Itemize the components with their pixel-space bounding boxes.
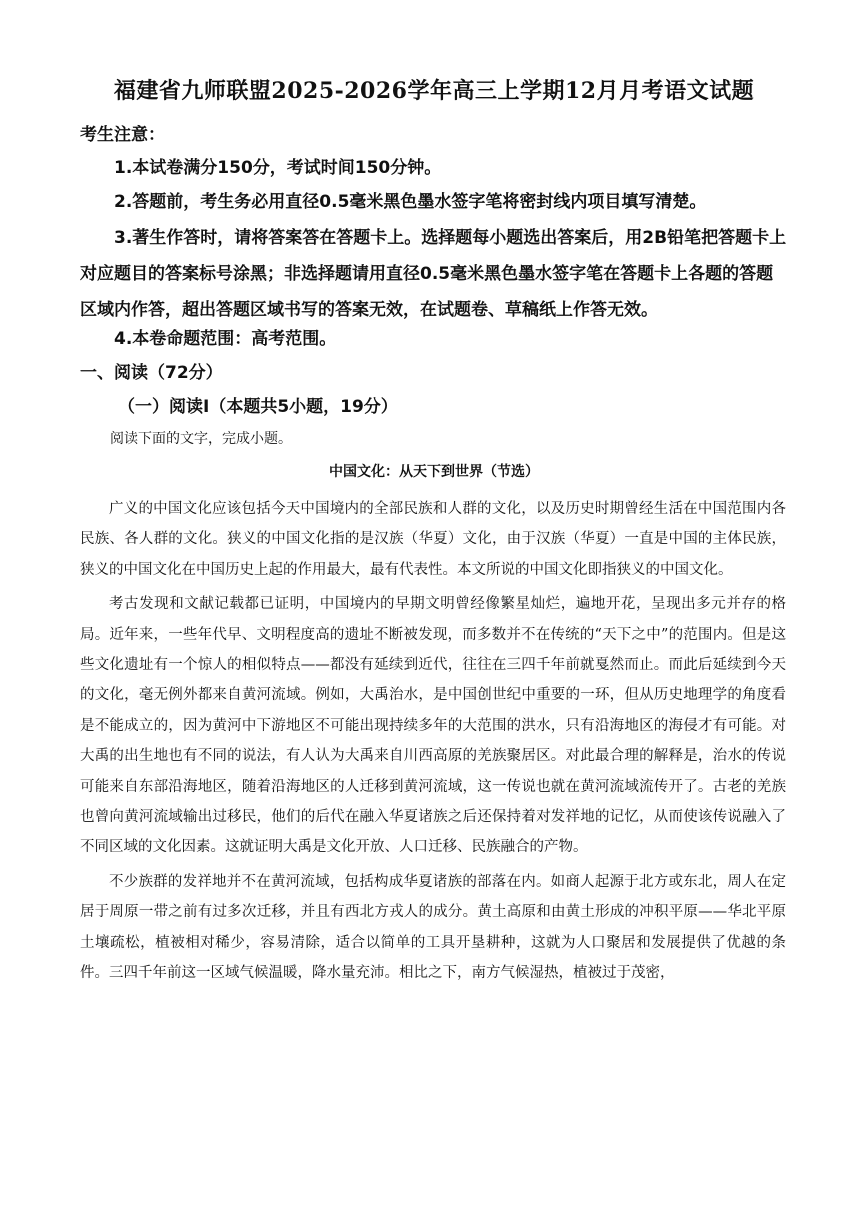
notice-item: 2.答题前，考生务必用直径0.5毫米黑色墨水签字笔将密封线内项目填写清楚。 [114,192,707,212]
subsection-heading: （一）阅读Ⅰ（本题共5小题，19分） [118,397,398,417]
notice-item: 4.本卷命题范围：高考范围。 [114,329,337,349]
article-title: 中国文化：从天下到世界（节选） [329,464,539,480]
section-heading: 一、阅读（72分） [80,363,223,383]
notice-item: 1.本试卷满分150分，考试时间150分钟。 [114,158,442,178]
reading-instruction: 阅读下面的文字，完成小题。 [110,431,292,447]
article-paragraph: 不少族群的发祥地并不在黄河流域，包括构成华夏诸族的部落在内。如商人起源于北方或东北，周人在定居于周原一带之前有过多次迁移，并且有西北方戎人的成分。黄土高原和由黄土形成的冲积平原——华北平原土壤疏松，植被相对稀少，容易清除，适合以简单的工具开垦耕种，这就为人口聚居和发展提供了优越的条件。三四千年前这一区域气候温暖，降水量充沛。相比之下，南方气候湿热，植被过于茂密， [80,873,786,982]
article-paragraph: 考古发现和文献记载都已证明，中国境内的早期文明曾经像繁星灿烂，遍地开花，呈现出多元并存的格局。近年来，一些年代早、文明程度高的遗址不断被发现，而多数并不在传统的“天下之中”的范围内。但是这些文化遗址有一个惊人的相似特点——都没有延续到近代，往往在三四千年前就戛然而止。而此后延续到今天的文化，毫无例外都来自黄河流域。例如，大禹治水，是中国创世纪中重要的一环，但从历史地理学的角度看是不能成立的，因为黄河中下游地区不可能出现持续多年的大范围的洪水，只有沿海地区的海侵才有可能。对大禹的出生地也有不同的说法，有人认为大禹来自川西高原的羌族聚居区。对此最合理的解释是，治水的传说可能来自东部沿海地区，随着沿海地区的人迁移到黄河流域，这一传说也就在黄河流域流传开了。古老的羌族也曾向黄河流域输出过移民，他们的后代在融入华夏诸族之后还保持着对发祥地的记忆，从而使该传说融入了不同区域的文化因素。这就证明大禹是文化开放、人口迁移、民族融合的产物。 [80,596,786,856]
page-title: 福建省九师联盟2025-2026学年高三上学期12月月考语文试题 [113,78,755,104]
notice-item: 3.著生作答时，请将答案答在答题卡上。选择题每小题选出答案后，用2B铅笔把答题卡上对应题目的答案标号涂黑；非选择题请用直径0.5毫米黑色墨水签字笔在答题卡上各题的答题区域内作答，超出答题区域书写的答案无效，在试题卷、草稿纸上作答无效。 [80,228,787,320]
notice-heading: 考生注意： [80,125,165,145]
article-body [80,494,786,993]
article-paragraph: 广义的中国文化应该包括今天中国境内的全部民族和人群的文化，以及历史时期曾经生活在中国范围内各民族、各人群的文化。狭义的中国文化指的是汉族（华夏）文化，由于汉族（华夏）一直是中国的主体民族，狭义的中国文化在中国历史上起的作用最大，最有代表性。本文所说的中国文化即指狭义的中国文化。 [80,501,786,578]
